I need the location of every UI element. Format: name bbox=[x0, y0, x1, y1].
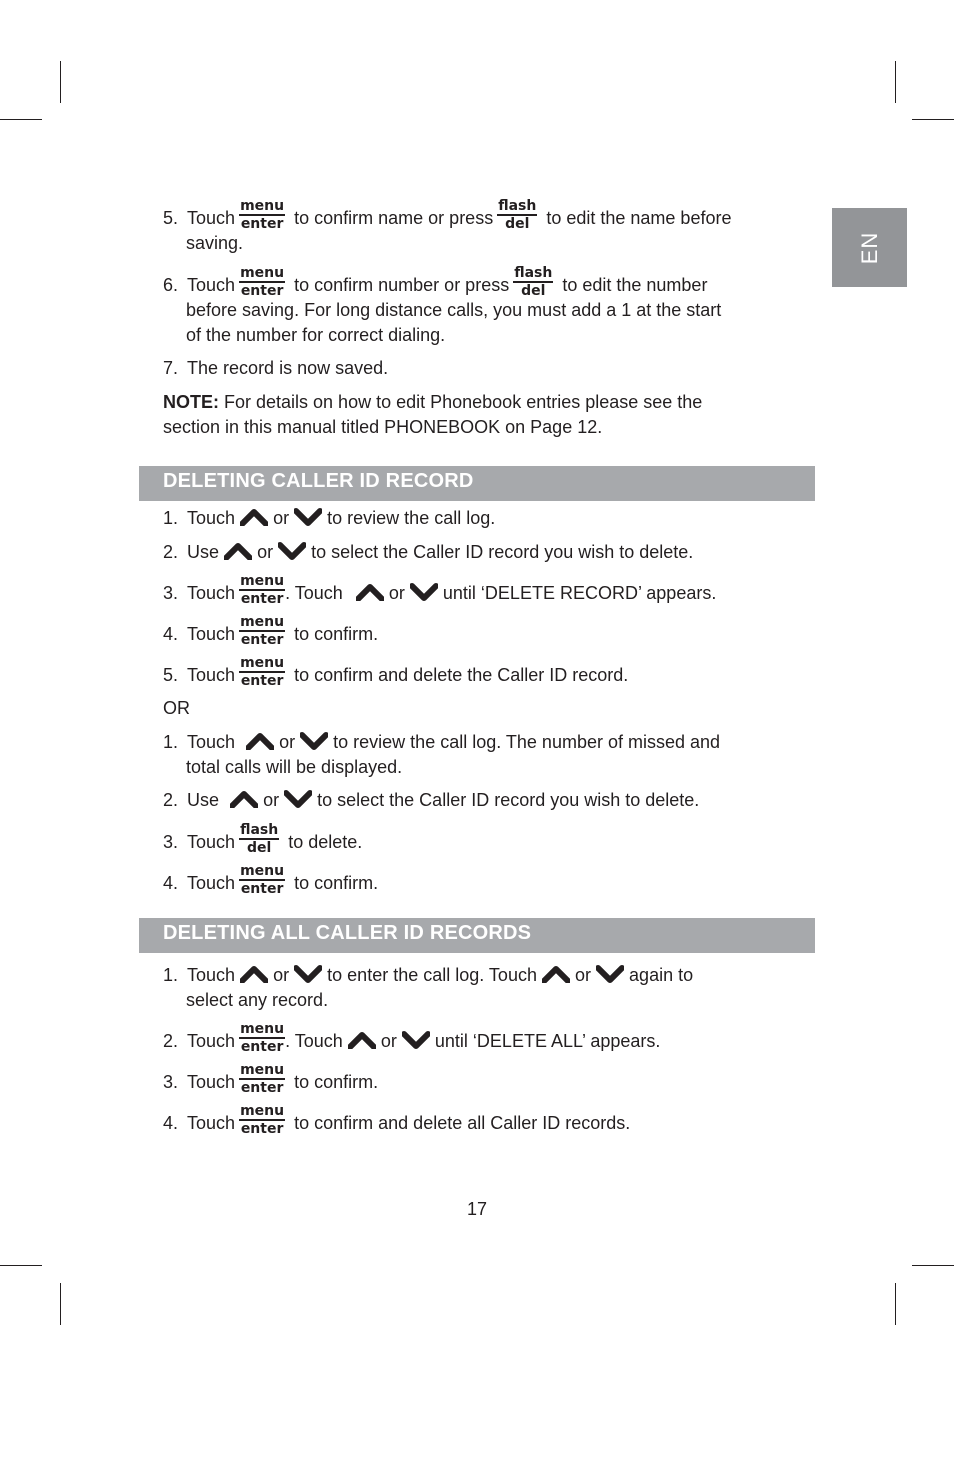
crop-mark bbox=[912, 1265, 954, 1266]
menu-enter-key-icon: menu enter bbox=[240, 265, 285, 300]
down-arrow-icon bbox=[410, 583, 438, 601]
list-item: 1. Touch or to review the call log. bbox=[163, 508, 496, 528]
language-tab bbox=[832, 208, 907, 287]
crop-mark bbox=[895, 61, 896, 103]
language-label: EN bbox=[856, 231, 882, 264]
list-item: 4. Touch menu enter to confirm. bbox=[163, 863, 379, 898]
step-6 bbox=[163, 265, 708, 300]
step-number: 7. bbox=[163, 358, 179, 378]
step-number: 6. bbox=[163, 275, 179, 295]
menu-enter-key-icon: menu enter bbox=[240, 1062, 285, 1097]
menu-enter-key-icon: menu enter bbox=[240, 1103, 285, 1138]
crop-mark bbox=[912, 119, 954, 120]
menu-enter-key-icon: menu enter bbox=[240, 655, 285, 690]
list-item: 2. Touch menu enter . Touch or until ‘DELETE ALL’ appears. bbox=[163, 1021, 661, 1056]
step-5 bbox=[163, 198, 732, 233]
list-item: 4. Touch menu enter to confirm. bbox=[163, 614, 379, 649]
step-text: to confirm number or press bbox=[294, 275, 510, 295]
step-text: to confirm name or press bbox=[294, 208, 494, 228]
step-text: saving. bbox=[186, 233, 244, 253]
up-arrow-icon bbox=[240, 965, 268, 983]
menu-enter-key-icon: menu enter bbox=[240, 1021, 285, 1056]
list-item: 4. Touch menu enter to confirm and delete all Caller ID records. bbox=[163, 1103, 631, 1138]
up-arrow-icon bbox=[224, 542, 252, 560]
menu-enter-key-icon: menu enter bbox=[240, 573, 285, 608]
flash-del-key-icon: flash del bbox=[498, 198, 537, 233]
menu-enter-key-icon: menu enter bbox=[240, 614, 285, 649]
crop-mark bbox=[0, 119, 42, 120]
menu-enter-key-icon: menu enter bbox=[240, 198, 285, 233]
crop-mark bbox=[60, 61, 61, 103]
down-arrow-icon bbox=[596, 965, 624, 983]
section-header bbox=[139, 466, 815, 501]
up-arrow-icon bbox=[230, 790, 258, 808]
down-arrow-icon bbox=[402, 1031, 430, 1049]
section-header bbox=[139, 918, 815, 953]
step-text: to edit the name before bbox=[546, 208, 732, 228]
up-arrow-icon bbox=[356, 583, 384, 601]
list-item: 1. Touch or to review the call log. The number of missed and bbox=[163, 732, 721, 752]
list-item: 2. Use or to select the Caller ID record you wish to delete. bbox=[163, 542, 694, 562]
list-item: 3. Touch menu enter . Touch or until ‘DELETE RECORD’ appears. bbox=[163, 573, 717, 608]
step-text: Touch bbox=[187, 208, 236, 228]
list-item-text: total calls will be displayed. bbox=[186, 757, 403, 777]
up-arrow-icon bbox=[542, 965, 570, 983]
step-text: Touch bbox=[187, 275, 236, 295]
step-text: before saving. For long distance calls, you must add a 1 at the start bbox=[186, 300, 722, 320]
step-text: of the number for correct dialing. bbox=[186, 325, 446, 345]
crop-mark bbox=[895, 1283, 896, 1325]
list-item: 3. Touch flash del to delete. bbox=[163, 822, 363, 857]
menu-enter-key-icon: menu enter bbox=[240, 863, 285, 898]
list-item: 5. Touch menu enter to confirm and delete the Caller ID record. bbox=[163, 655, 629, 690]
note-label: NOTE: bbox=[163, 392, 219, 412]
section-title: DELETING ALL CALLER ID RECORDS bbox=[163, 922, 532, 944]
up-arrow-icon bbox=[240, 508, 268, 526]
list-item-text: select any record. bbox=[186, 990, 329, 1010]
list-item: 2. Use or to select the Caller ID record you wish to delete. bbox=[163, 790, 700, 810]
up-arrow-icon bbox=[348, 1031, 376, 1049]
step-number: 5. bbox=[163, 208, 179, 228]
up-arrow-icon bbox=[246, 732, 274, 750]
step-text: to edit the number bbox=[562, 275, 708, 295]
down-arrow-icon bbox=[294, 508, 322, 526]
flash-del-key-icon: flash del bbox=[514, 265, 553, 300]
note-text: For details on how to edit Phonebook entries please see the bbox=[219, 392, 703, 412]
crop-mark bbox=[0, 1265, 42, 1266]
flash-del-key-icon: flash del bbox=[240, 822, 279, 857]
down-arrow-icon bbox=[294, 965, 322, 983]
list-item: 1. Touch or to enter the call log. Touch or again to bbox=[163, 965, 694, 985]
down-arrow-icon bbox=[278, 542, 306, 560]
crop-mark bbox=[60, 1283, 61, 1325]
section-title: DELETING CALLER ID RECORD bbox=[163, 470, 474, 492]
note-text: section in this manual titled PHONEBOOK on Page 12. bbox=[163, 417, 603, 437]
step-text: The record is now saved. bbox=[187, 358, 389, 378]
down-arrow-icon bbox=[284, 790, 312, 808]
list-item: 3. Touch menu enter to confirm. bbox=[163, 1062, 379, 1097]
or-separator: OR bbox=[163, 698, 190, 718]
step-7 bbox=[163, 356, 388, 381]
note bbox=[163, 390, 702, 415]
down-arrow-icon bbox=[300, 732, 328, 750]
page-number: 17 bbox=[466, 1199, 488, 1219]
